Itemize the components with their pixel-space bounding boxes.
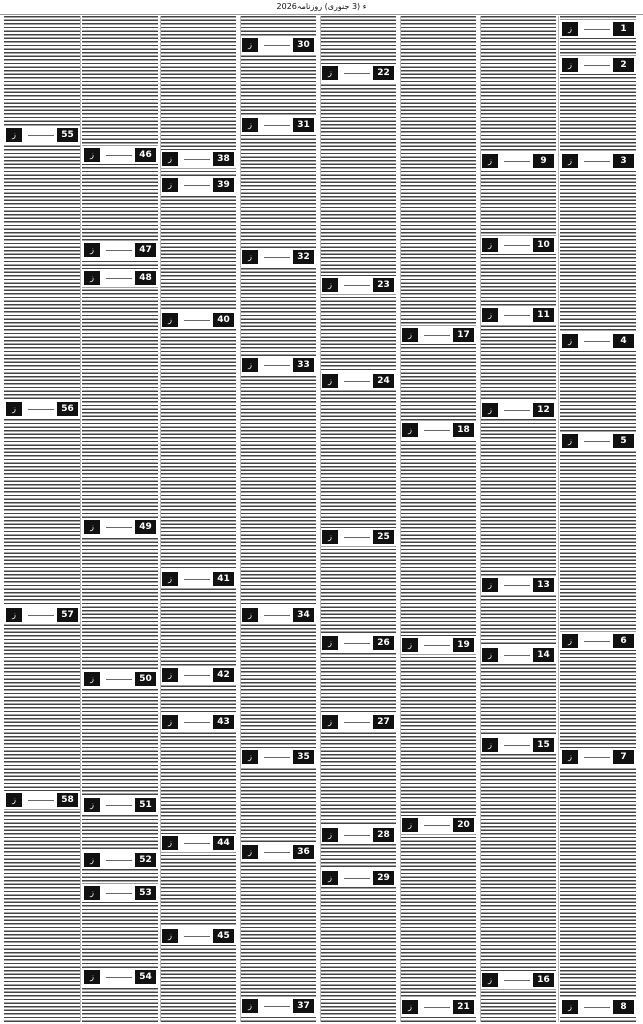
column-divider bbox=[240, 16, 241, 1022]
entry-divider bbox=[584, 1007, 610, 1008]
listing-column bbox=[560, 16, 636, 1022]
entry-divider bbox=[584, 29, 610, 30]
entry-number-badge: 29 bbox=[373, 871, 394, 885]
listing-column bbox=[320, 16, 396, 1022]
listing-column bbox=[480, 16, 556, 1022]
entry-number-badge: 58 bbox=[57, 793, 78, 807]
entry-number-badge: 20 bbox=[453, 818, 474, 832]
listing-logo-icon: ز bbox=[84, 271, 100, 285]
entry-divider bbox=[504, 745, 530, 746]
listing-entry bbox=[560, 748, 636, 766]
entry-divider bbox=[264, 615, 290, 616]
listing-logo-icon: ز bbox=[242, 750, 258, 764]
entry-divider bbox=[344, 878, 370, 879]
entry-divider bbox=[28, 615, 54, 616]
entry-divider bbox=[424, 335, 450, 336]
listing-logo-icon: ز bbox=[162, 178, 178, 192]
listing-entry bbox=[320, 826, 396, 844]
listing-entry bbox=[400, 636, 476, 654]
entry-number-badge: 46 bbox=[135, 148, 156, 162]
entry-number-badge: 21 bbox=[453, 1000, 474, 1014]
entry-divider bbox=[106, 805, 132, 806]
column-divider bbox=[400, 16, 401, 1022]
entry-number-badge: 16 bbox=[533, 973, 554, 987]
listing-logo-icon: ز bbox=[482, 238, 498, 252]
listing-text-block bbox=[400, 16, 476, 1022]
listing-entry bbox=[320, 64, 396, 82]
listing-entry bbox=[240, 36, 316, 54]
listing-logo-icon: ز bbox=[322, 66, 338, 80]
column-divider bbox=[80, 16, 81, 1022]
listing-logo-icon: ز bbox=[242, 358, 258, 372]
entry-number-badge: 3 bbox=[613, 154, 634, 168]
entry-divider bbox=[344, 835, 370, 836]
listing-logo-icon: ز bbox=[482, 973, 498, 987]
listing-logo-icon: ز bbox=[402, 638, 418, 652]
listing-entry bbox=[82, 968, 158, 986]
listing-logo-icon: ز bbox=[6, 128, 22, 142]
entry-divider bbox=[344, 73, 370, 74]
entry-divider bbox=[344, 285, 370, 286]
listing-logo-icon: ز bbox=[482, 154, 498, 168]
listing-logo-icon: ز bbox=[242, 250, 258, 264]
listing-logo-icon: ز bbox=[562, 1000, 578, 1014]
entry-divider bbox=[344, 381, 370, 382]
entry-divider bbox=[184, 722, 210, 723]
listing-logo-icon: ز bbox=[84, 798, 100, 812]
listing-logo-icon: ز bbox=[482, 738, 498, 752]
listing-logo-icon: ز bbox=[482, 648, 498, 662]
listing-entry bbox=[240, 606, 316, 624]
listing-logo-icon: ز bbox=[162, 715, 178, 729]
entry-divider bbox=[184, 320, 210, 321]
entry-divider bbox=[504, 245, 530, 246]
entry-number-badge: 39 bbox=[213, 178, 234, 192]
listing-logo-icon: ز bbox=[562, 434, 578, 448]
listing-entry bbox=[480, 576, 556, 594]
entry-divider bbox=[264, 125, 290, 126]
entry-divider bbox=[344, 537, 370, 538]
entry-divider bbox=[504, 655, 530, 656]
entry-number-badge: 7 bbox=[613, 750, 634, 764]
entry-divider bbox=[424, 825, 450, 826]
listing-logo-icon: ز bbox=[402, 1000, 418, 1014]
entry-divider bbox=[184, 579, 210, 580]
listing-entry bbox=[160, 311, 236, 329]
entry-number-badge: 45 bbox=[213, 929, 234, 943]
entry-number-badge: 50 bbox=[135, 672, 156, 686]
entry-divider bbox=[106, 250, 132, 251]
listing-entry bbox=[560, 20, 636, 38]
listing-logo-icon: ز bbox=[562, 334, 578, 348]
entry-divider bbox=[184, 843, 210, 844]
entry-divider bbox=[584, 161, 610, 162]
listing-logo-icon: ز bbox=[162, 836, 178, 850]
entry-number-badge: 25 bbox=[373, 530, 394, 544]
entry-number-badge: 38 bbox=[213, 152, 234, 166]
entry-number-badge: 55 bbox=[57, 128, 78, 142]
listing-entry bbox=[400, 421, 476, 439]
entry-divider bbox=[584, 65, 610, 66]
listing-logo-icon: ز bbox=[84, 672, 100, 686]
entry-divider bbox=[584, 641, 610, 642]
listing-entry bbox=[320, 634, 396, 652]
listing-logo-icon: ز bbox=[482, 403, 498, 417]
entry-number-badge: 15 bbox=[533, 738, 554, 752]
listing-entry bbox=[160, 176, 236, 194]
listing-entry bbox=[560, 332, 636, 350]
listing-entry bbox=[160, 570, 236, 588]
listing-entry bbox=[480, 646, 556, 664]
listing-entry bbox=[320, 372, 396, 390]
listing-entry bbox=[480, 401, 556, 419]
listing-logo-icon: ز bbox=[402, 328, 418, 342]
entry-divider bbox=[28, 409, 54, 410]
entry-divider bbox=[504, 315, 530, 316]
entry-number-badge: 52 bbox=[135, 853, 156, 867]
entry-number-badge: 49 bbox=[135, 520, 156, 534]
entry-number-badge: 4 bbox=[613, 334, 634, 348]
listing-logo-icon: ز bbox=[562, 154, 578, 168]
entry-number-badge: 40 bbox=[213, 313, 234, 327]
entry-divider bbox=[264, 45, 290, 46]
listing-text-block bbox=[4, 16, 80, 1022]
entry-number-badge: 37 bbox=[293, 999, 314, 1013]
listing-entry bbox=[480, 306, 556, 324]
entry-number-badge: 54 bbox=[135, 970, 156, 984]
listing-logo-icon: ز bbox=[562, 22, 578, 36]
listing-entry bbox=[480, 971, 556, 989]
listing-entry bbox=[560, 56, 636, 74]
entry-number-badge: 31 bbox=[293, 118, 314, 132]
listing-entry bbox=[82, 518, 158, 536]
listing-entry bbox=[560, 632, 636, 650]
listing-logo-icon: ز bbox=[322, 278, 338, 292]
entry-number-badge: 51 bbox=[135, 798, 156, 812]
entry-number-badge: 9 bbox=[533, 154, 554, 168]
listing-logo-icon: ز bbox=[162, 668, 178, 682]
entry-divider bbox=[106, 977, 132, 978]
listing-entry bbox=[4, 400, 80, 418]
entry-divider bbox=[424, 430, 450, 431]
listing-logo-icon: ز bbox=[242, 999, 258, 1013]
listing-entry bbox=[160, 150, 236, 168]
listing-entry bbox=[240, 997, 316, 1015]
entry-number-badge: 12 bbox=[533, 403, 554, 417]
entry-divider bbox=[424, 1007, 450, 1008]
listing-logo-icon: ز bbox=[322, 374, 338, 388]
listing-entry bbox=[560, 998, 636, 1016]
listing-column bbox=[240, 16, 316, 1022]
entry-number-badge: 2 bbox=[613, 58, 634, 72]
column-divider bbox=[480, 16, 481, 1022]
listing-entry bbox=[560, 152, 636, 170]
listing-entry bbox=[320, 528, 396, 546]
listing-logo-icon: ز bbox=[322, 530, 338, 544]
entry-divider bbox=[184, 185, 210, 186]
entry-number-badge: 35 bbox=[293, 750, 314, 764]
entry-divider bbox=[106, 155, 132, 156]
listing-entry bbox=[82, 670, 158, 688]
listing-logo-icon: ز bbox=[84, 520, 100, 534]
entry-number-badge: 42 bbox=[213, 668, 234, 682]
entry-number-badge: 34 bbox=[293, 608, 314, 622]
entry-number-badge: 17 bbox=[453, 328, 474, 342]
listing-entry bbox=[160, 834, 236, 852]
listing-column bbox=[400, 16, 476, 1022]
entry-number-badge: 13 bbox=[533, 578, 554, 592]
listing-column bbox=[160, 16, 236, 1022]
entry-divider bbox=[504, 585, 530, 586]
listing-entry bbox=[320, 713, 396, 731]
entry-number-badge: 19 bbox=[453, 638, 474, 652]
entry-divider bbox=[264, 257, 290, 258]
listing-entry bbox=[82, 146, 158, 164]
listing-entry bbox=[4, 606, 80, 624]
listing-logo-icon: ز bbox=[162, 572, 178, 586]
listing-entry bbox=[240, 116, 316, 134]
column-divider bbox=[160, 16, 161, 1022]
listing-entry bbox=[480, 736, 556, 754]
listing-entry bbox=[400, 998, 476, 1016]
listing-logo-icon: ز bbox=[322, 828, 338, 842]
entry-divider bbox=[584, 757, 610, 758]
listing-logo-icon: ز bbox=[322, 636, 338, 650]
listing-logo-icon: ز bbox=[562, 750, 578, 764]
listing-logo-icon: ز bbox=[242, 608, 258, 622]
entry-number-badge: 27 bbox=[373, 715, 394, 729]
listing-logo-icon: ز bbox=[402, 818, 418, 832]
listing-logo-icon: ز bbox=[562, 634, 578, 648]
page-header: 2026ء (3 جنوری) روزنامہ bbox=[0, 0, 643, 15]
entry-divider bbox=[184, 936, 210, 937]
listing-logo-icon: ز bbox=[84, 853, 100, 867]
listing-entry bbox=[82, 851, 158, 869]
listing-logo-icon: ز bbox=[242, 845, 258, 859]
listing-entry bbox=[480, 236, 556, 254]
listing-entry bbox=[240, 748, 316, 766]
entry-divider bbox=[504, 161, 530, 162]
entry-number-badge: 47 bbox=[135, 243, 156, 257]
listing-entry bbox=[4, 126, 80, 144]
listing-logo-icon: ز bbox=[6, 793, 22, 807]
listing-column bbox=[82, 16, 158, 1022]
listing-logo-icon: ز bbox=[562, 58, 578, 72]
entry-divider bbox=[504, 410, 530, 411]
entry-number-badge: 43 bbox=[213, 715, 234, 729]
entry-divider bbox=[28, 135, 54, 136]
entry-number-badge: 18 bbox=[453, 423, 474, 437]
listing-logo-icon: ز bbox=[84, 243, 100, 257]
listing-entry bbox=[82, 241, 158, 259]
entry-number-badge: 30 bbox=[293, 38, 314, 52]
listing-logo-icon: ز bbox=[6, 608, 22, 622]
column-divider bbox=[320, 16, 321, 1022]
entry-number-badge: 33 bbox=[293, 358, 314, 372]
entry-divider bbox=[584, 341, 610, 342]
entry-number-badge: 24 bbox=[373, 374, 394, 388]
entry-number-badge: 41 bbox=[213, 572, 234, 586]
entry-divider bbox=[264, 1006, 290, 1007]
listing-entry bbox=[240, 843, 316, 861]
listing-logo-icon: ز bbox=[84, 148, 100, 162]
entry-divider bbox=[344, 722, 370, 723]
listing-entry bbox=[82, 884, 158, 902]
listing-logo-icon: ز bbox=[84, 970, 100, 984]
entry-number-badge: 11 bbox=[533, 308, 554, 322]
entry-number-badge: 14 bbox=[533, 648, 554, 662]
listing-entry bbox=[240, 356, 316, 374]
entry-divider bbox=[106, 860, 132, 861]
entry-divider bbox=[344, 643, 370, 644]
entry-divider bbox=[584, 441, 610, 442]
entry-divider bbox=[184, 159, 210, 160]
listing-entry bbox=[160, 666, 236, 684]
listing-entry bbox=[480, 152, 556, 170]
entry-number-badge: 28 bbox=[373, 828, 394, 842]
entry-number-badge: 44 bbox=[213, 836, 234, 850]
entry-number-badge: 32 bbox=[293, 250, 314, 264]
listing-entry bbox=[320, 869, 396, 887]
listing-entry bbox=[160, 713, 236, 731]
entry-divider bbox=[106, 278, 132, 279]
listing-text-block bbox=[240, 16, 316, 1022]
entry-divider bbox=[106, 893, 132, 894]
entry-divider bbox=[28, 800, 54, 801]
entry-number-badge: 53 bbox=[135, 886, 156, 900]
listing-logo-icon: ز bbox=[402, 423, 418, 437]
listing-logo-icon: ز bbox=[482, 308, 498, 322]
entry-number-badge: 1 bbox=[613, 22, 634, 36]
column-divider bbox=[558, 16, 559, 1022]
entry-divider bbox=[264, 365, 290, 366]
listing-entry bbox=[82, 796, 158, 814]
entry-number-badge: 57 bbox=[57, 608, 78, 622]
entry-divider bbox=[504, 980, 530, 981]
entry-number-badge: 6 bbox=[613, 634, 634, 648]
listing-logo-icon: ز bbox=[162, 313, 178, 327]
entry-number-badge: 48 bbox=[135, 271, 156, 285]
listing-entry bbox=[4, 791, 80, 809]
entry-divider bbox=[106, 527, 132, 528]
entry-number-badge: 56 bbox=[57, 402, 78, 416]
entry-number-badge: 36 bbox=[293, 845, 314, 859]
listing-logo-icon: ز bbox=[322, 715, 338, 729]
listing-entry bbox=[400, 816, 476, 834]
listing-entry bbox=[560, 432, 636, 450]
listing-logo-icon: ز bbox=[6, 402, 22, 416]
listing-logo-icon: ز bbox=[242, 118, 258, 132]
listing-logo-icon: ز bbox=[162, 152, 178, 166]
entry-divider bbox=[424, 645, 450, 646]
entry-divider bbox=[264, 757, 290, 758]
listing-column bbox=[4, 16, 80, 1022]
entry-number-badge: 8 bbox=[613, 1000, 634, 1014]
listing-logo-icon: ز bbox=[482, 578, 498, 592]
listing-logo-icon: ز bbox=[84, 886, 100, 900]
entry-number-badge: 26 bbox=[373, 636, 394, 650]
listing-entry bbox=[400, 326, 476, 344]
listing-logo-icon: ز bbox=[242, 38, 258, 52]
listing-entry bbox=[82, 269, 158, 287]
entry-number-badge: 5 bbox=[613, 434, 634, 448]
listing-logo-icon: ز bbox=[162, 929, 178, 943]
entry-number-badge: 23 bbox=[373, 278, 394, 292]
listing-entry bbox=[320, 276, 396, 294]
entry-number-badge: 22 bbox=[373, 66, 394, 80]
listing-logo-icon: ز bbox=[322, 871, 338, 885]
entry-divider bbox=[106, 679, 132, 680]
entry-number-badge: 10 bbox=[533, 238, 554, 252]
entry-divider bbox=[184, 675, 210, 676]
listing-entry bbox=[240, 248, 316, 266]
listing-entry bbox=[160, 927, 236, 945]
entry-divider bbox=[264, 852, 290, 853]
